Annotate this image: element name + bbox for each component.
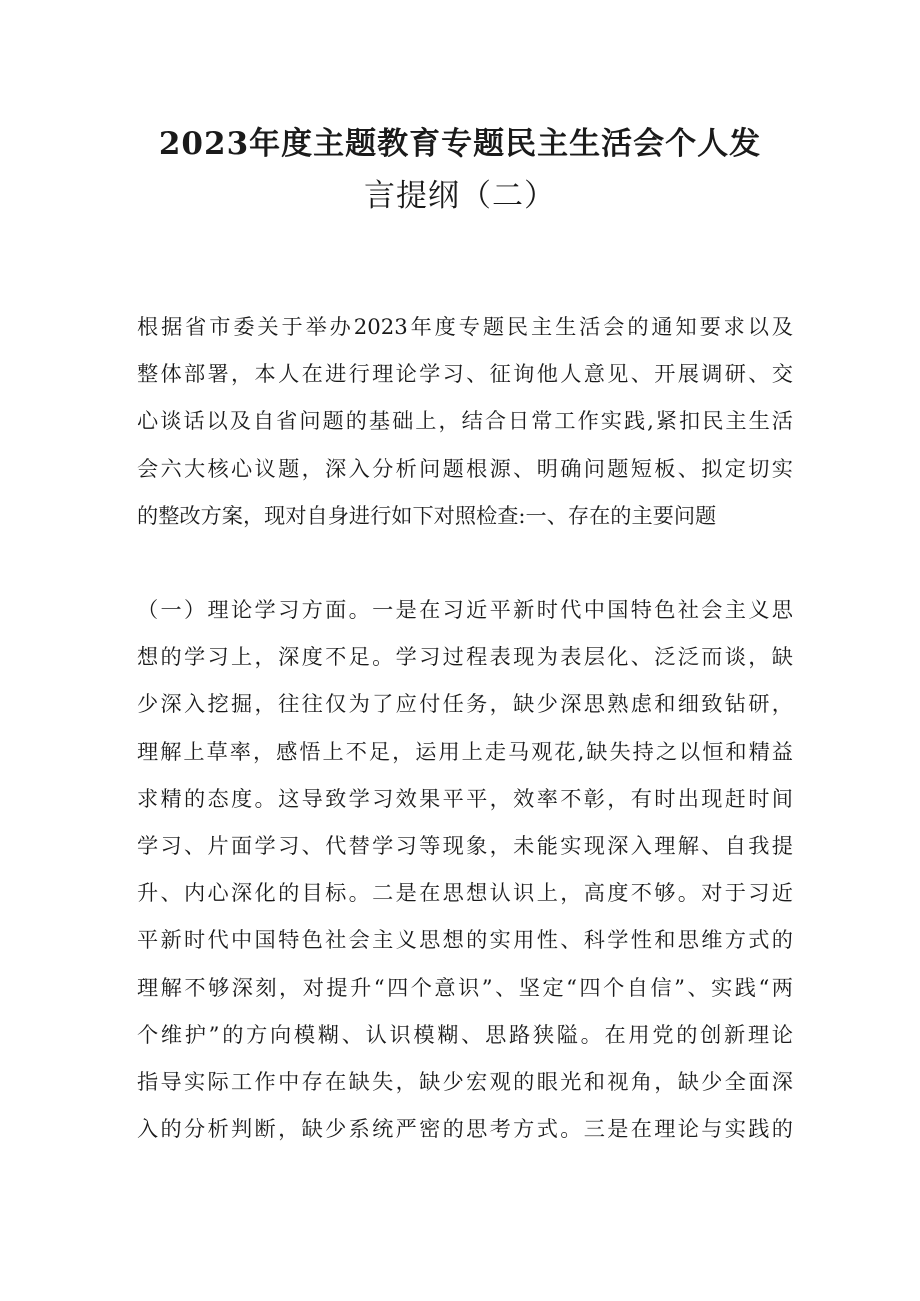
text-line: 求精的态度。这导致学习效果平平，效率不彰，有时出现赶时间 (137, 785, 793, 811)
text-line: 心谈话以及自省问题的基础上，结合日常工作实践,紧扣民主生活 (137, 408, 793, 434)
text-line: 个维护”的方向模糊、认识模糊、思路狭隘。在用党的创新理论 (137, 1021, 793, 1047)
text-line: 平新时代中国特色社会主义思想的实用性、科学性和思维方式的 (137, 927, 793, 953)
text-line: 理解不够深刻，对提升“四个意识”、坚定“四个自信”、实践“两 (137, 974, 793, 1000)
text-line: 升、内心深化的目标。二是在思想认识上，高度不够。对于习近 (137, 880, 793, 906)
intro-paragraph (137, 303, 793, 539)
text-line: 根据省市委关于举办2023年度专题民主生活会的通知要求以及 (137, 314, 793, 339)
text-line: 整体部署，本人在进行理论学习、征询他人意见、开展调研、交 (137, 361, 793, 387)
text-line: 想的学习上，深度不足。学习过程表现为表层化、泛泛而谈，缺 (137, 644, 793, 670)
text-line: 理解上草率，感悟上不足，运用上走马观花,缺失持之以恒和精益 (137, 738, 793, 764)
text-line: 入的分析判断，缺少系统严密的思考方式。三是在理论与实践的 (137, 1116, 793, 1142)
theory-study-paragraph (137, 586, 793, 1152)
text-line: 的整改方案，现对自身进行如下对照检查:一、存在的主要问题 (137, 502, 717, 528)
text-line: 会六大核心议题，深入分析问题根源、明确问题短板、拟定切实 (137, 455, 793, 481)
text-line: 指导实际工作中存在缺失，缺少宏观的眼光和视角，缺少全面深 (137, 1068, 793, 1094)
title-line-1: 2023年度主题教育专题民主生活会个人发 (158, 126, 762, 162)
text-line: 少深入挖掘，往往仅为了应付任务，缺少深思熟虑和细致钻研， (137, 691, 793, 717)
title-line-2: 言提纲（二） (364, 178, 556, 214)
document-title (120, 118, 800, 222)
text-line: 学习、片面学习、代替学习等现象，未能实现深入理解、自我提 (137, 832, 793, 858)
text-line: （一）理论学习方面。一是在习近平新时代中国特色社会主义思 (137, 597, 793, 622)
